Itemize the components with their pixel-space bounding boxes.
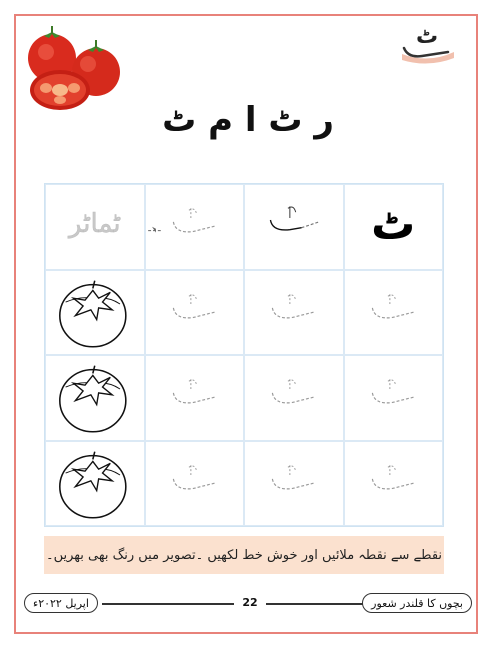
tracing-grid	[44, 183, 444, 527]
dotted-letter-cell	[244, 441, 344, 527]
dotted-letter-cell	[145, 184, 245, 270]
model-letter-cell	[344, 184, 444, 270]
page-title: ر ٹ ا م ٹ	[162, 100, 334, 140]
footer-date: اپریل ۲۰۲۲ء	[24, 593, 98, 613]
half-traced-letter-cell	[244, 184, 344, 270]
tomato-outline-cell	[45, 270, 145, 356]
tomato-outline-cell	[45, 441, 145, 527]
trace-word-cell	[45, 184, 145, 270]
page-footer	[24, 593, 472, 615]
tomato-outline	[46, 442, 144, 526]
corner-letter: ٹ	[416, 24, 439, 49]
dotted-letter-cell	[244, 355, 344, 441]
dotted-letter-cell	[145, 355, 245, 441]
instruction-banner	[44, 536, 444, 574]
dotted-letter-cell	[145, 270, 245, 356]
dotted-letter-cell	[344, 441, 444, 527]
dotted-letter-cell	[145, 441, 245, 527]
half-traced-letter	[245, 185, 343, 269]
tomato-photo	[22, 22, 126, 112]
dotted-letter-cell	[244, 270, 344, 356]
dotted-letter-cell	[344, 270, 444, 356]
instruction-text: نقطے سے نقطہ ملائیں اور خوش خط لکھیں ۔تصویر میں رنگ بھی بھریں۔	[46, 547, 443, 563]
tomato-outline-cell	[45, 355, 145, 441]
trace-word: ٹماٹر	[68, 209, 121, 239]
tomato-outline	[46, 271, 144, 355]
model-letter: ٹ	[371, 199, 416, 250]
dotted-letter-cell	[344, 355, 444, 441]
page-number: 22	[238, 593, 262, 613]
corner-letter-badge	[398, 24, 458, 66]
dotted-letter	[146, 185, 244, 269]
footer-magazine-name: بچوں کا قلندر شعور	[362, 593, 472, 613]
tomato-outline	[46, 356, 144, 440]
footer-rule-left	[102, 603, 234, 605]
